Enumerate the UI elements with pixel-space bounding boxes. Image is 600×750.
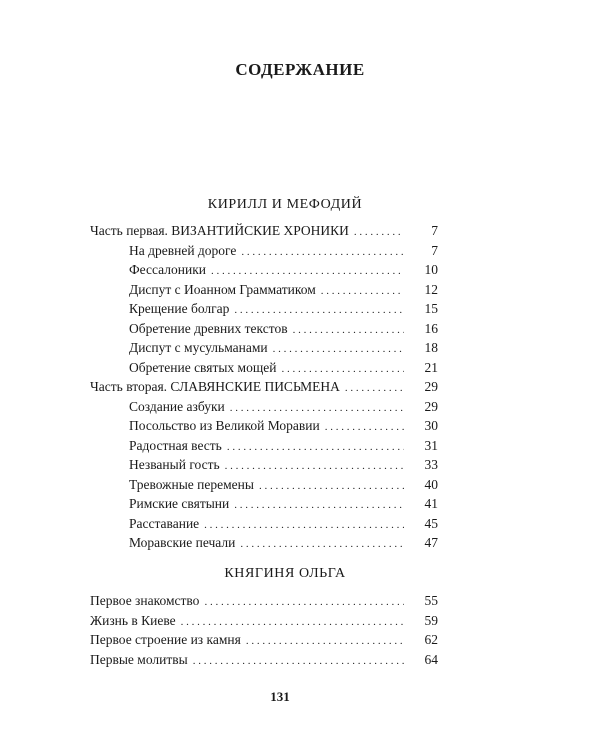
toc-entry-title: Расставание — [129, 514, 204, 534]
toc-entry-page-number: 29 — [424, 379, 438, 394]
toc-entry[interactable] — [90, 494, 438, 514]
toc-entry-title: Римские святыни — [129, 494, 234, 514]
toc-entry-title: Фессалоники — [129, 260, 211, 280]
toc-entry-title: Незваный гость — [129, 455, 225, 475]
toc-entry[interactable] — [90, 436, 438, 456]
toc-entry[interactable] — [90, 591, 438, 611]
dot-leader — [193, 652, 404, 672]
toc-entry-page-number: 30 — [424, 418, 438, 433]
toc-entry[interactable] — [90, 533, 438, 553]
toc-entry-page-number: 10 — [424, 262, 438, 277]
toc-entry-title: Первое строение из камня — [90, 630, 246, 650]
dot-leader — [240, 535, 404, 555]
section-heading-olga: КНЯГИНЯ ОЛЬГА — [224, 566, 346, 581]
toc-entry-title: Моравские печали — [129, 533, 240, 553]
section-heading-kirill-methodius: КИРИЛЛ И МЕФОДИЙ — [207, 197, 363, 212]
toc-entry-page-number: 7 — [431, 223, 438, 238]
toc-entry[interactable] — [90, 280, 438, 300]
toc-list-kirill-methodius — [90, 221, 438, 553]
toc-entry[interactable] — [90, 397, 438, 417]
toc-entry-title: На древней дороге — [129, 241, 241, 261]
toc-entry-page-number: 40 — [424, 476, 438, 492]
toc-entry[interactable] — [90, 338, 438, 358]
toc-entry-page-number: 18 — [424, 340, 438, 355]
toc-entry[interactable] — [90, 241, 438, 261]
toc-entry-title: Диспут с мусульманами — [129, 338, 273, 358]
toc-entry[interactable] — [90, 221, 438, 241]
toc-entry-page-number: 21 — [424, 359, 438, 375]
toc-entry-title: Часть вторая. СЛАВЯНСКИЕ ПИСЬМЕНА — [90, 377, 345, 397]
toc-entry-title: Обретение древних текстов — [129, 319, 293, 339]
toc-entry-title: Первые молитвы — [90, 650, 193, 670]
toc-entry-title: Первое знакомство — [90, 591, 204, 611]
toc-entry-page-number: 29 — [424, 398, 438, 414]
toc-entry-page-number: 31 — [424, 437, 438, 453]
toc-entry-page-number: 55 — [424, 593, 438, 608]
toc-entry[interactable] — [90, 611, 438, 631]
toc-entry[interactable] — [90, 299, 438, 319]
toc-entry-page-number: 15 — [424, 301, 438, 316]
toc-entry[interactable] — [90, 260, 438, 280]
toc-entry-title: Посольство из Великой Моравии — [129, 416, 325, 436]
toc-entry-page-number: 47 — [424, 535, 438, 550]
toc-entry[interactable] — [90, 630, 438, 650]
toc-entry[interactable] — [90, 358, 438, 378]
toc-entry-title: Обретение святых мощей — [129, 358, 281, 378]
toc-entry[interactable] — [90, 416, 438, 436]
page-number: 131 — [270, 689, 290, 704]
toc-entry-page-number: 12 — [424, 281, 438, 297]
toc-entry-page-number: 62 — [424, 632, 438, 647]
page-title: СОДЕРЖАНИЕ — [235, 60, 365, 79]
toc-entry-title: Диспут с Иоанном Грамматиком — [129, 280, 321, 300]
toc-entry[interactable] — [90, 650, 438, 670]
toc-entry-page-number: 45 — [424, 515, 438, 531]
toc-entry-title: Тревожные перемены — [129, 475, 259, 495]
toc-entry-page-number: 7 — [431, 242, 438, 258]
toc-entry[interactable] — [90, 455, 438, 475]
toc-entry-page-number: 41 — [424, 496, 438, 511]
toc-list-olga — [90, 591, 438, 669]
toc-entry[interactable] — [90, 475, 438, 495]
toc-entry-title: Часть первая. ВИЗАНТИЙСКИЕ ХРОНИКИ — [90, 221, 354, 241]
toc-entry-title: Крещение болгар — [129, 299, 234, 319]
toc-entry-title: Жизнь в Киеве — [90, 611, 181, 631]
toc-entry[interactable] — [90, 319, 438, 339]
toc-entry-page-number: 59 — [424, 612, 438, 628]
toc-entry-page-number: 64 — [424, 651, 438, 667]
toc-entry-title: Радостная весть — [129, 436, 227, 456]
toc-entry-page-number: 16 — [424, 320, 438, 336]
toc-entry-page-number: 33 — [424, 457, 438, 472]
toc-entry-title: Создание азбуки — [129, 397, 230, 417]
toc-entry[interactable] — [90, 377, 438, 397]
toc-entry[interactable] — [90, 514, 438, 534]
